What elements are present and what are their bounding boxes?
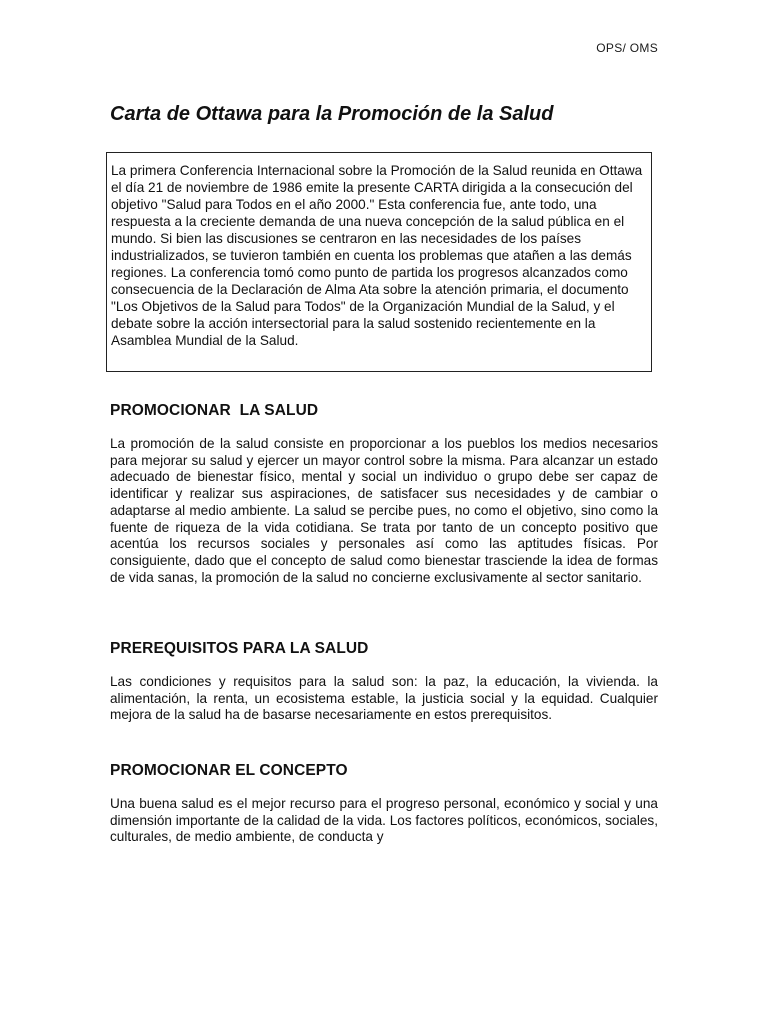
header-organization: OPS/ OMS [596, 41, 658, 55]
section-heading: PREREQUISITOS PARA LA SALUD [110, 640, 369, 657]
section-paragraph: Una buena salud es el mejor recurso para el progreso personal, económico y social y una dimensión importante de la calidad de la vida. Los factores políticos, económicos, sociales, culturales, de medio ambiente, de conducta y [110, 796, 658, 845]
section-prerequisitos-para-la-salud [110, 640, 658, 724]
section-promocionar-el-concepto [110, 762, 658, 846]
section-heading: PROMOCIONAR EL CONCEPTO [110, 762, 348, 779]
intro-box [106, 152, 652, 372]
section-paragraph: Las condiciones y requisitos para la salud son: la paz, la educación, la vivienda. la alimentación, la renta, un ecosistema estable, la justicia social y la equidad. Cualquier mejora de la salud ha de basarse necesariamente en estos prerequisitos. [110, 674, 658, 723]
section-heading: PROMOCIONAR LA SALUD [110, 402, 319, 419]
document-title: Carta de Ottawa para la Promoción de la Salud [110, 103, 554, 125]
section-paragraph: La promoción de la salud consiste en proporcionar a los pueblos los medios necesarios para mejorar su salud y ejercer un mayor control sobre la misma. Para alcanzar un estado adecuado de bienestar físico, mental y social un individuo o grupo debe ser capaz de identificar y realizar sus aspiraciones, de satisfacer sus necesidades y de cambiar o adaptarse al medio ambiente. La salud se percibe pues, no como el objetivo, sino como la fuente de riqueza de la vida cotidiana. Se trata por tanto de un concepto positivo que acentúa los recursos sociales y personales así como las aptitudes físicas. Por consiguiente, dado que el concepto de salud como bienestar trasciende la idea de formas de vida sanas, la promoción de la salud no concierne exclusivamente al sector sanitario. [110, 436, 658, 585]
intro-paragraph: La primera Conferencia Internacional sobre la Promoción de la Salud reunida en Ottawa el día 21 de noviembre de 1986 emite la presente CARTA dirigida a la consecución del objetivo "Salud para Todos en el año 2000." Esta conferencia fue, ante todo, una respuesta a la creciente demanda de una nueva concepción de la salud pública en el mundo. Si bien las discusiones se centraron en las necesidades de los países industrializados, se tuvieron también en cuenta los problemas que atañen a las demás regiones. La conferencia tomó como punto de partida los progresos alcanzados como consecuencia de la Declaración de Alma Ata sobre la atención primaria, el documento "Los Objetivos de la Salud para Todos" de la Organización Mundial de la Salud, y el debate sobre la acción intersectorial para la salud sostenido recientemente en la Asamblea Mundial de la Salud. [111, 163, 643, 348]
section-promocionar-la-salud [110, 402, 658, 586]
